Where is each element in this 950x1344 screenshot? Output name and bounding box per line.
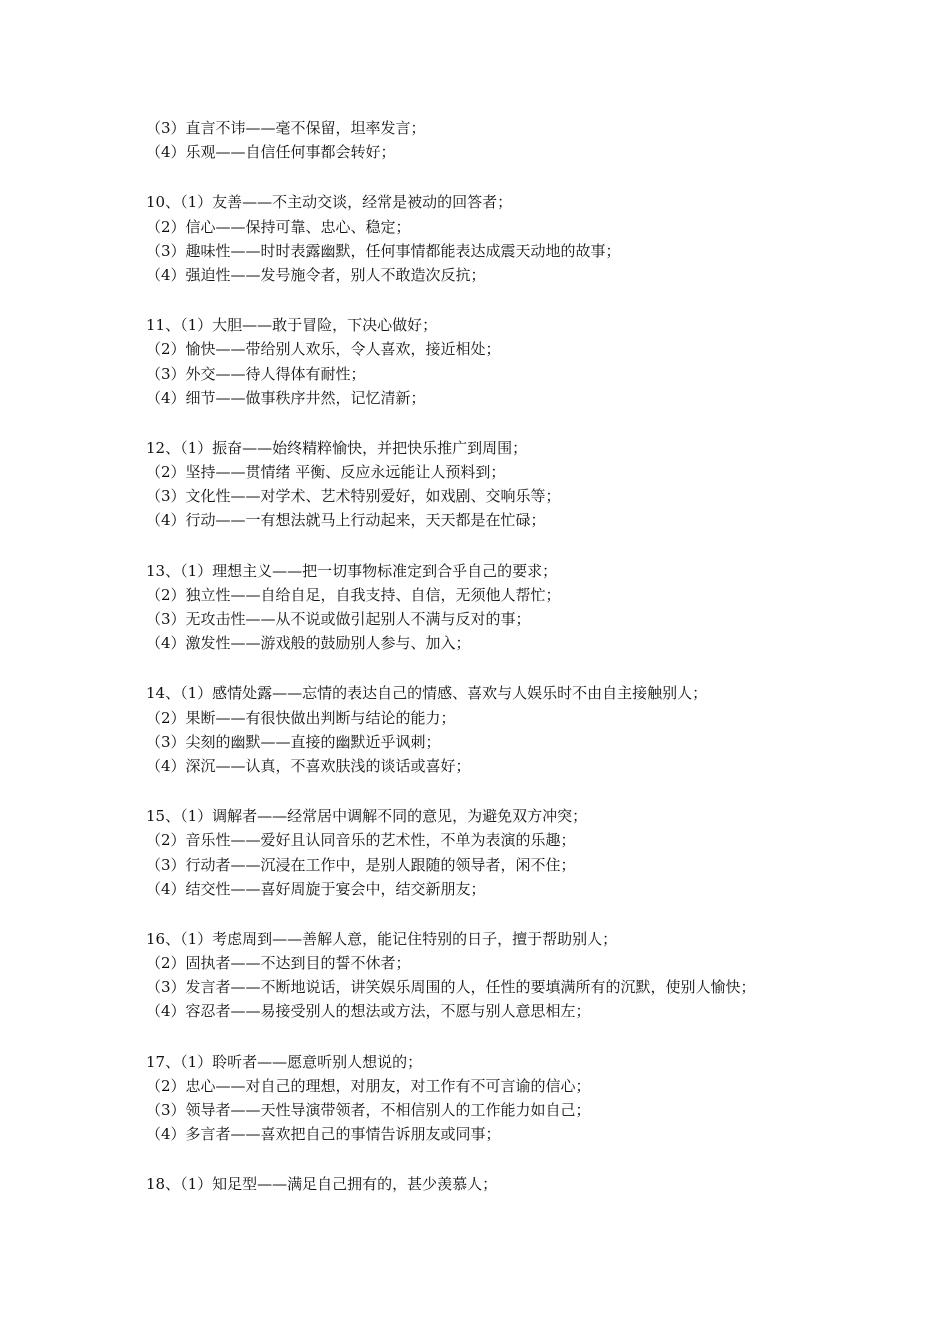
question-14	[146, 681, 846, 778]
text-line: （3）趣味性——时时表露幽默，任何事情都能表达成震天动地的故事；	[146, 241, 621, 260]
question-17	[146, 1050, 846, 1147]
question-15	[146, 804, 846, 901]
text-line: （4）结交性——喜好周旋于宴会中，结交新朋友；	[146, 879, 486, 898]
text-line: （2）果断——有很快做出判断与结论的能力；	[146, 708, 456, 727]
text-line: 18、（1）知足型——满足自己拥有的，甚少羡慕人；	[146, 1175, 498, 1194]
question-12	[146, 436, 846, 533]
question-10	[146, 190, 846, 287]
text-line: 11、（1）大胆——敢于冒险，下决心做好；	[146, 316, 438, 335]
item-group	[146, 116, 846, 164]
text-line: （2）音乐性——爱好且认同音乐的艺术性，不单为表演的乐趣；	[146, 831, 576, 850]
text-line: （4）多言者——喜欢把自己的事情告诉朋友或同事；	[146, 1125, 501, 1144]
text-line: （4）行动——一有想法就马上行动起来，天天都是在忙碌；	[146, 511, 546, 530]
document-page	[146, 116, 846, 1223]
text-line: （4）乐观——自信任何事都会转好；	[146, 143, 396, 162]
text-line: （2）忠心——对自己的理想，对朋友，对工作有不可言谕的信心；	[146, 1076, 591, 1095]
text-line: （3）领导者——天性导演带领者，不相信别人的工作能力如自己；	[146, 1101, 591, 1119]
text-line: （2）坚持——贯情绪 平衡、反应永远能让人预料到；	[146, 463, 506, 482]
text-line: （3）行动者——沉浸在工作中，是别人跟随的领导者，闲不住；	[146, 855, 576, 874]
text-line: 15、（1）调解者——经常居中调解不同的意见，为避免双方冲突；	[146, 807, 588, 826]
text-line: （4）激发性——游戏般的鼓励别人参与、加入；	[146, 634, 471, 653]
text-line: 16、（1）考虑周到——善解人意，能记住特别的日子，擅于帮助别人；	[146, 929, 618, 948]
text-line: （4）容忍者——易接受别人的想法或方法，不愿与别人意思相左；	[146, 1002, 591, 1021]
text-line: （3）尖刻的幽默——直接的幽默近乎讽刺；	[146, 732, 441, 751]
question-16	[146, 927, 846, 1024]
text-line: （2）固执者——不达到目的誓不休者；	[146, 954, 411, 973]
text-line: （2）信心——保持可靠、忠心、稳定；	[146, 217, 411, 236]
text-line: （3）文化性——对学术、艺术特别爱好，如戏剧、交响乐等；	[146, 487, 561, 506]
text-line: 10、（1）友善——不主动交谈，经常是被动的回答者；	[146, 193, 513, 212]
question-18	[146, 1172, 846, 1196]
text-line: （3）外交——待人得体有耐性；	[146, 364, 366, 383]
text-line: （3）无攻击性——从不说或做引起别人不满与反对的事；	[146, 610, 531, 628]
question-11	[146, 313, 846, 410]
question-13	[146, 559, 846, 656]
text-line: （4）细节——做事秩序井然，记忆清新；	[146, 388, 426, 407]
text-line: （3）直言不讳——毫不保留，坦率发言；	[146, 119, 426, 137]
text-line: 14、（1）感情处露——忘情的表达自己的情感、喜欢与人娱乐时不由自主接触别人；	[146, 684, 708, 703]
text-line: 17、（1）聆听者——愿意听别人想说的；	[146, 1052, 423, 1071]
text-line: （4）深沉——认真，不喜欢肤浅的谈话或喜好；	[146, 756, 471, 775]
text-line: （4）强迫性——发号施令者，别人不敢造次反抗；	[146, 265, 486, 284]
text-line: 13、（1）理想主义——把一切事物标准定到合乎自己的要求；	[146, 561, 558, 580]
text-line: （2）独立性——自给自足，自我支持、自信，无须他人帮忙；	[146, 585, 561, 604]
text-line: （2）愉快——带给别人欢乐，令人喜欢，接近相处；	[146, 340, 501, 359]
text-line: 12、（1）振奋——始终精粹愉快，并把快乐推广到周围；	[146, 438, 528, 457]
text-line: （3）发言者——不断地说话，讲笑娱乐周围的人，任性的要填满所有的沉默，使别人愉快；	[146, 978, 756, 997]
